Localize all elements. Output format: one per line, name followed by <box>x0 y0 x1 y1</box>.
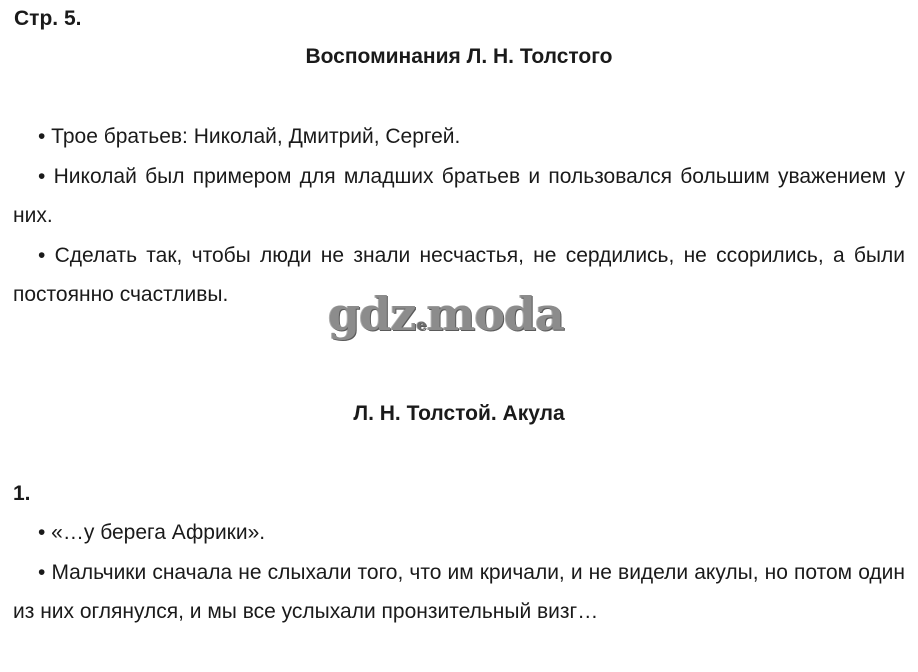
watermark-text-left: gdz <box>328 287 416 341</box>
watermark-dot: e <box>416 315 426 334</box>
list-item: • «…у берега Африки». <box>38 521 266 544</box>
list-item: • Сделать так, чтобы люди не знали несчастья, не сердились, не ссорились, а были постоянно счастливы. <box>13 244 905 306</box>
watermark-text-right: moda <box>426 287 564 341</box>
task-number: 1. <box>13 482 31 505</box>
section-title-shark: Л. Н. Толстой. Акула <box>353 402 565 425</box>
list-item: • Николай был примером для младших братьев и пользовался большим уважением у них. <box>13 165 905 227</box>
page-reference: Стр. 5. <box>14 7 82 30</box>
section-title-memories: Воспоминания Л. Н. Толстого <box>305 45 613 68</box>
list-item: • Трое братьев: Николай, Дмитрий, Сергей. <box>38 125 461 148</box>
watermark-logo <box>328 286 564 353</box>
list-item: • Мальчики сначала не слыхали того, что им кричали, и не видели акулы, но потом один из них оглянулся, и мы все услыхали пронзительный визг… <box>13 561 905 623</box>
